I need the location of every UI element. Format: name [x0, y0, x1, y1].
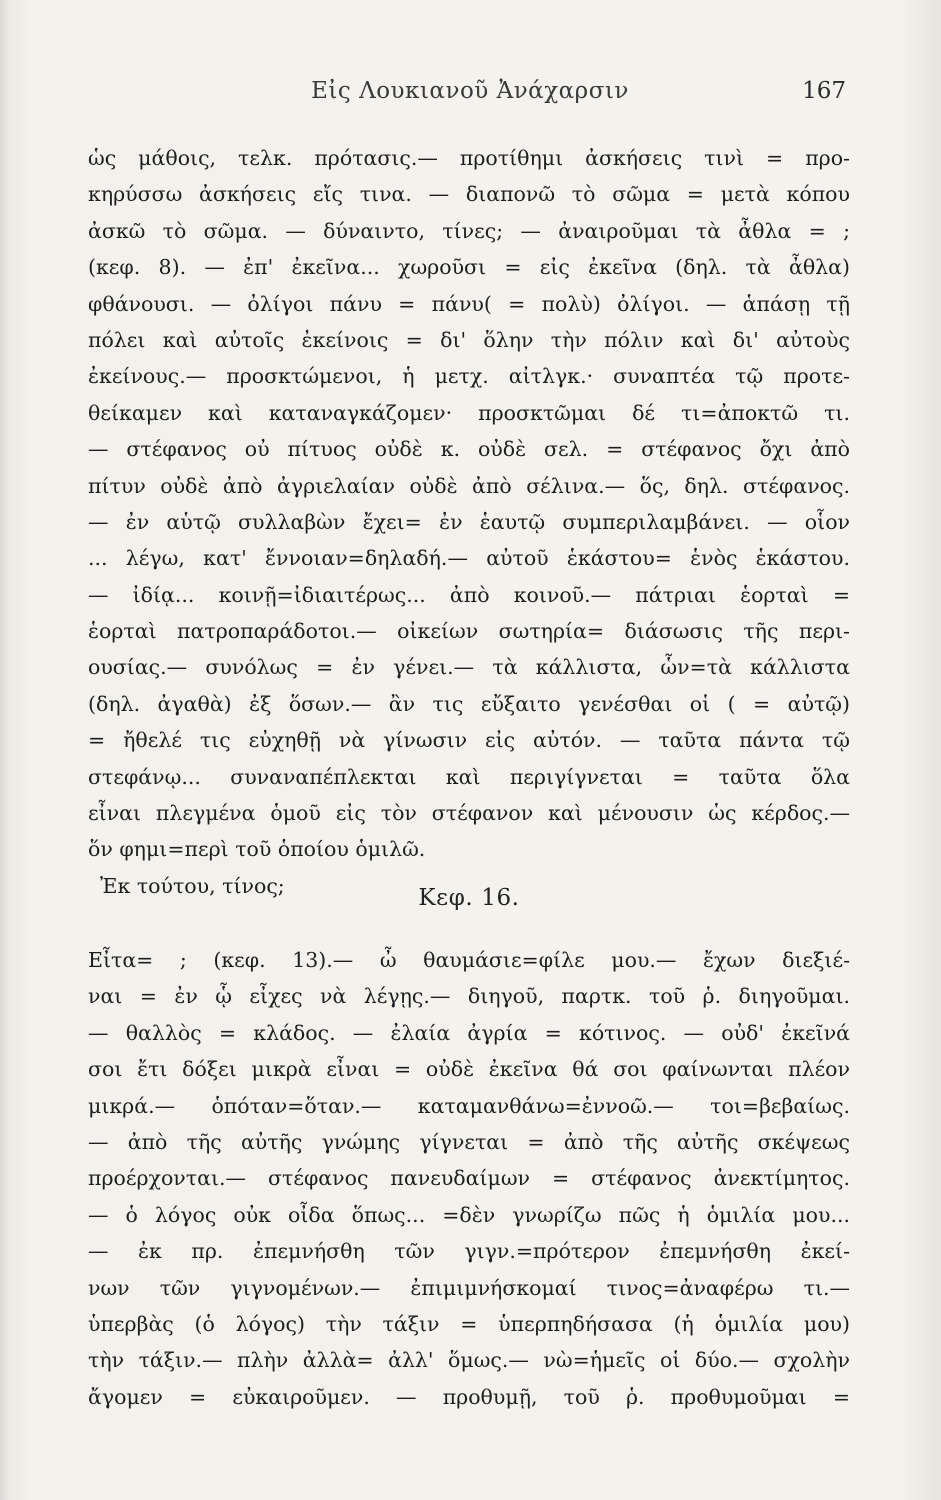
- page-header: [90, 78, 850, 118]
- text-line: φθάνουσι. — ὀλίγοι πάνυ = πάνυ( = πολὺ) ὀλίγοι. — ἁπάσῃ τῇ: [88, 291, 850, 316]
- running-title: Εἰς Λουκιανοῦ Ἀνάχαρσιν: [311, 78, 629, 104]
- text-line: μικρά.— ὁπόταν=ὅταν.— καταμανθάνω=ἐννοῶ.— τοι=βεβαίως.: [88, 1093, 850, 1118]
- text-line: τὴν τάξιν.— πλὴν ἀλλὰ= ἀλλ' ὅμως.— νὼ=ἡμεῖς οἱ δύο.— σχολὴν: [88, 1348, 850, 1373]
- text-block-part1: [88, 140, 850, 904]
- text-line: ἄγομεν = εὐκαιροῦμεν. — προθυμῇ, τοῦ ῥ. προθυμοῦμαι =: [88, 1384, 850, 1409]
- page-number: 167: [802, 78, 846, 104]
- text-line: ὑπερβὰς (ὁ λόγος) τὴν τάξιν = ὑπερπηδήσασα (ἡ ὁμιλία μου): [88, 1311, 850, 1336]
- text-line: νων τῶν γιγνομένων.— ἐπιμιμνήσκομαί τινος=ἀναφέρω τι.—: [88, 1275, 850, 1300]
- text-line: ... λέγω, κατ' ἔννοιαν=δηλαδή.— αὐτοῦ ἑκάστου= ἑνὸς ἑκάστου.: [88, 546, 850, 571]
- text-line: προέρχονται.— στέφανος πανευδαίμων = στέφανος ἀνεκτίμητος.: [88, 1166, 850, 1191]
- text-line: κηρύσσω ἀσκήσεις εἴς τινα. — διαπονῶ τὸ σῶμα = μετὰ κόπου: [88, 182, 850, 207]
- text-line: πόλει καὶ αὐτοῖς ἐκείνοις = δι' ὅλην τὴν πόλιν καὶ δι' αὐτοὺς: [88, 327, 850, 352]
- text-line: εἶναι πλεγμένα ὁμοῦ εἰς τὸν στέφανον καὶ μένουσιν ὡς κέρδος.—: [88, 801, 850, 826]
- text-block-part2: [88, 942, 850, 1415]
- text-line: ὅν φημι=περὶ τοῦ ὁποίου ὁμιλῶ.: [88, 837, 426, 862]
- text-line: — θαλλὸς = κλάδος. — ἐλαία ἀγρία = κότινος. — οὐδ' ἐκεῖνά: [88, 1020, 850, 1045]
- text-line: σοι ἔτι δόξει μικρὰ εἶναι = οὐδὲ ἐκεῖνα θά σοι φαίνωνται πλέον: [88, 1057, 850, 1082]
- text-line: ὡς μάθοις, τελκ. πρότασις.— προτίθημι ἀσκήσεις τινὶ = προ-: [88, 146, 850, 170]
- text-line: Εἶτα= ; (κεφ. 13).— ὦ θαυμάσιε=φίλε μου.— ἔχων διεξιέ-: [88, 948, 850, 972]
- text-line: — στέφανος οὐ πίτυος οὐδὲ κ. οὐδὲ σελ. = στέφανος ὄχι ἀπὸ: [88, 437, 850, 462]
- text-line: = ἤθελέ τις εὐχηθῇ νὰ γίνωσιν εἰς αὐτόν. — ταῦτα πάντα τῷ: [88, 728, 850, 753]
- text-line: στεφάνῳ... συναναπέπλεκται καὶ περιγίγνεται = ταῦτα ὅλα: [88, 764, 850, 789]
- text-line: — ἀπὸ τῆς αὐτῆς γνώμης γίγνεται = ἀπὸ τῆς αὐτῆς σκέψεως: [88, 1129, 850, 1154]
- text-line: Ἐκ τούτου, τίνος;: [100, 873, 285, 898]
- text-line: (κεφ. 8). — ἐπ' ἐκεῖνα... χωροῦσι = εἰς ἐκεῖνα (δηλ. τὰ ἆθλα): [88, 255, 850, 280]
- text-line: — ἐκ πρ. ἐπεμνήσθη τῶν γιγν.=πρότερον ἐπεμνήσθη ἐκεί-: [88, 1239, 850, 1264]
- section-heading: Κεφ. 16.: [418, 885, 520, 911]
- text-line: — ὁ λόγος οὐκ οἶδα ὅπως... =δὲν γνωρίζω πῶς ἡ ὁμιλία μου...: [88, 1202, 850, 1227]
- text-line: πίτυν οὐδὲ ἀπὸ ἀγριελαίαν οὐδὲ ἀπὸ σέλινα.— ὅς, δηλ. στέφανος.: [88, 473, 850, 498]
- text-line: — ἐν αὑτῷ συλλαβὼν ἔχει= ἐν ἑαυτῷ συμπεριλαμβάνει. — οἷον: [88, 509, 850, 534]
- text-line: ουσίας.— συνόλως = ἐν γένει.— τὰ κάλλιστα, ὧν=τὰ κάλλιστα: [88, 655, 850, 680]
- text-line: — ἰδίᾳ... κοινῇ=ἰδιαιτέρως... ἀπὸ κοινοῦ.— πάτριαι ἑορταὶ =: [88, 582, 850, 607]
- text-line: ἐκείνους.— προσκτώμενοι, ἡ μετχ. αἰτλγκ.· συναπτέα τῷ προτε-: [88, 364, 850, 389]
- text-line: ἀσκῶ τὸ σῶμα. — δύναιντο, τίνες; — ἀναιροῦμαι τὰ ἆθλα = ;: [88, 218, 850, 243]
- text-line: (δηλ. ἀγαθὰ) ἐξ ὅσων.— ἂν τις εὔξαιτο γενέσθαι οἱ ( = αὐτῷ): [88, 691, 850, 716]
- text-line: ἑορταὶ πατροπαράδοτοι.— οἰκείων σωτηρία= διάσωσις τῆς περι-: [88, 619, 850, 644]
- text-line: ναι = ἐν ᾧ εἶχες νὰ λέγῃς.— διηγοῦ, παρτκ. τοῦ ῥ. διηγοῦμαι.: [88, 984, 850, 1009]
- page-edge-shadow: [0, 0, 10, 1500]
- text-line: θείκαμεν καὶ καταναγκάζομεν· προσκτῶμαι δέ τι=ἀποκτῶ τι.: [88, 400, 850, 425]
